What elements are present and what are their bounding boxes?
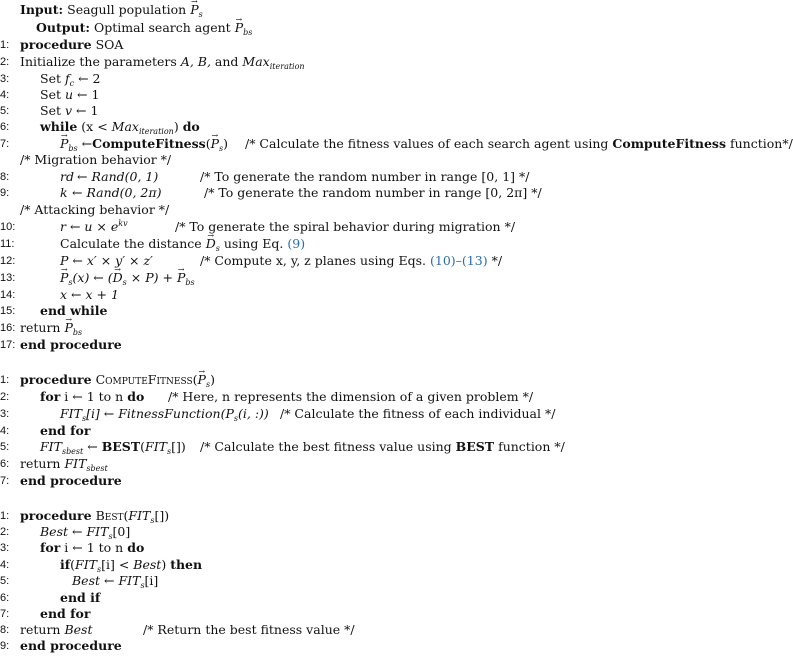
output-label: Output: [36,20,90,35]
input-text: Seagull population [67,2,187,17]
equations-reference-link[interactable]: (10)–(13) [430,253,488,268]
equation-reference-link[interactable]: (9) [287,236,306,251]
output-text: Optimal search agent [93,20,231,35]
input-label: Input: [20,2,64,17]
